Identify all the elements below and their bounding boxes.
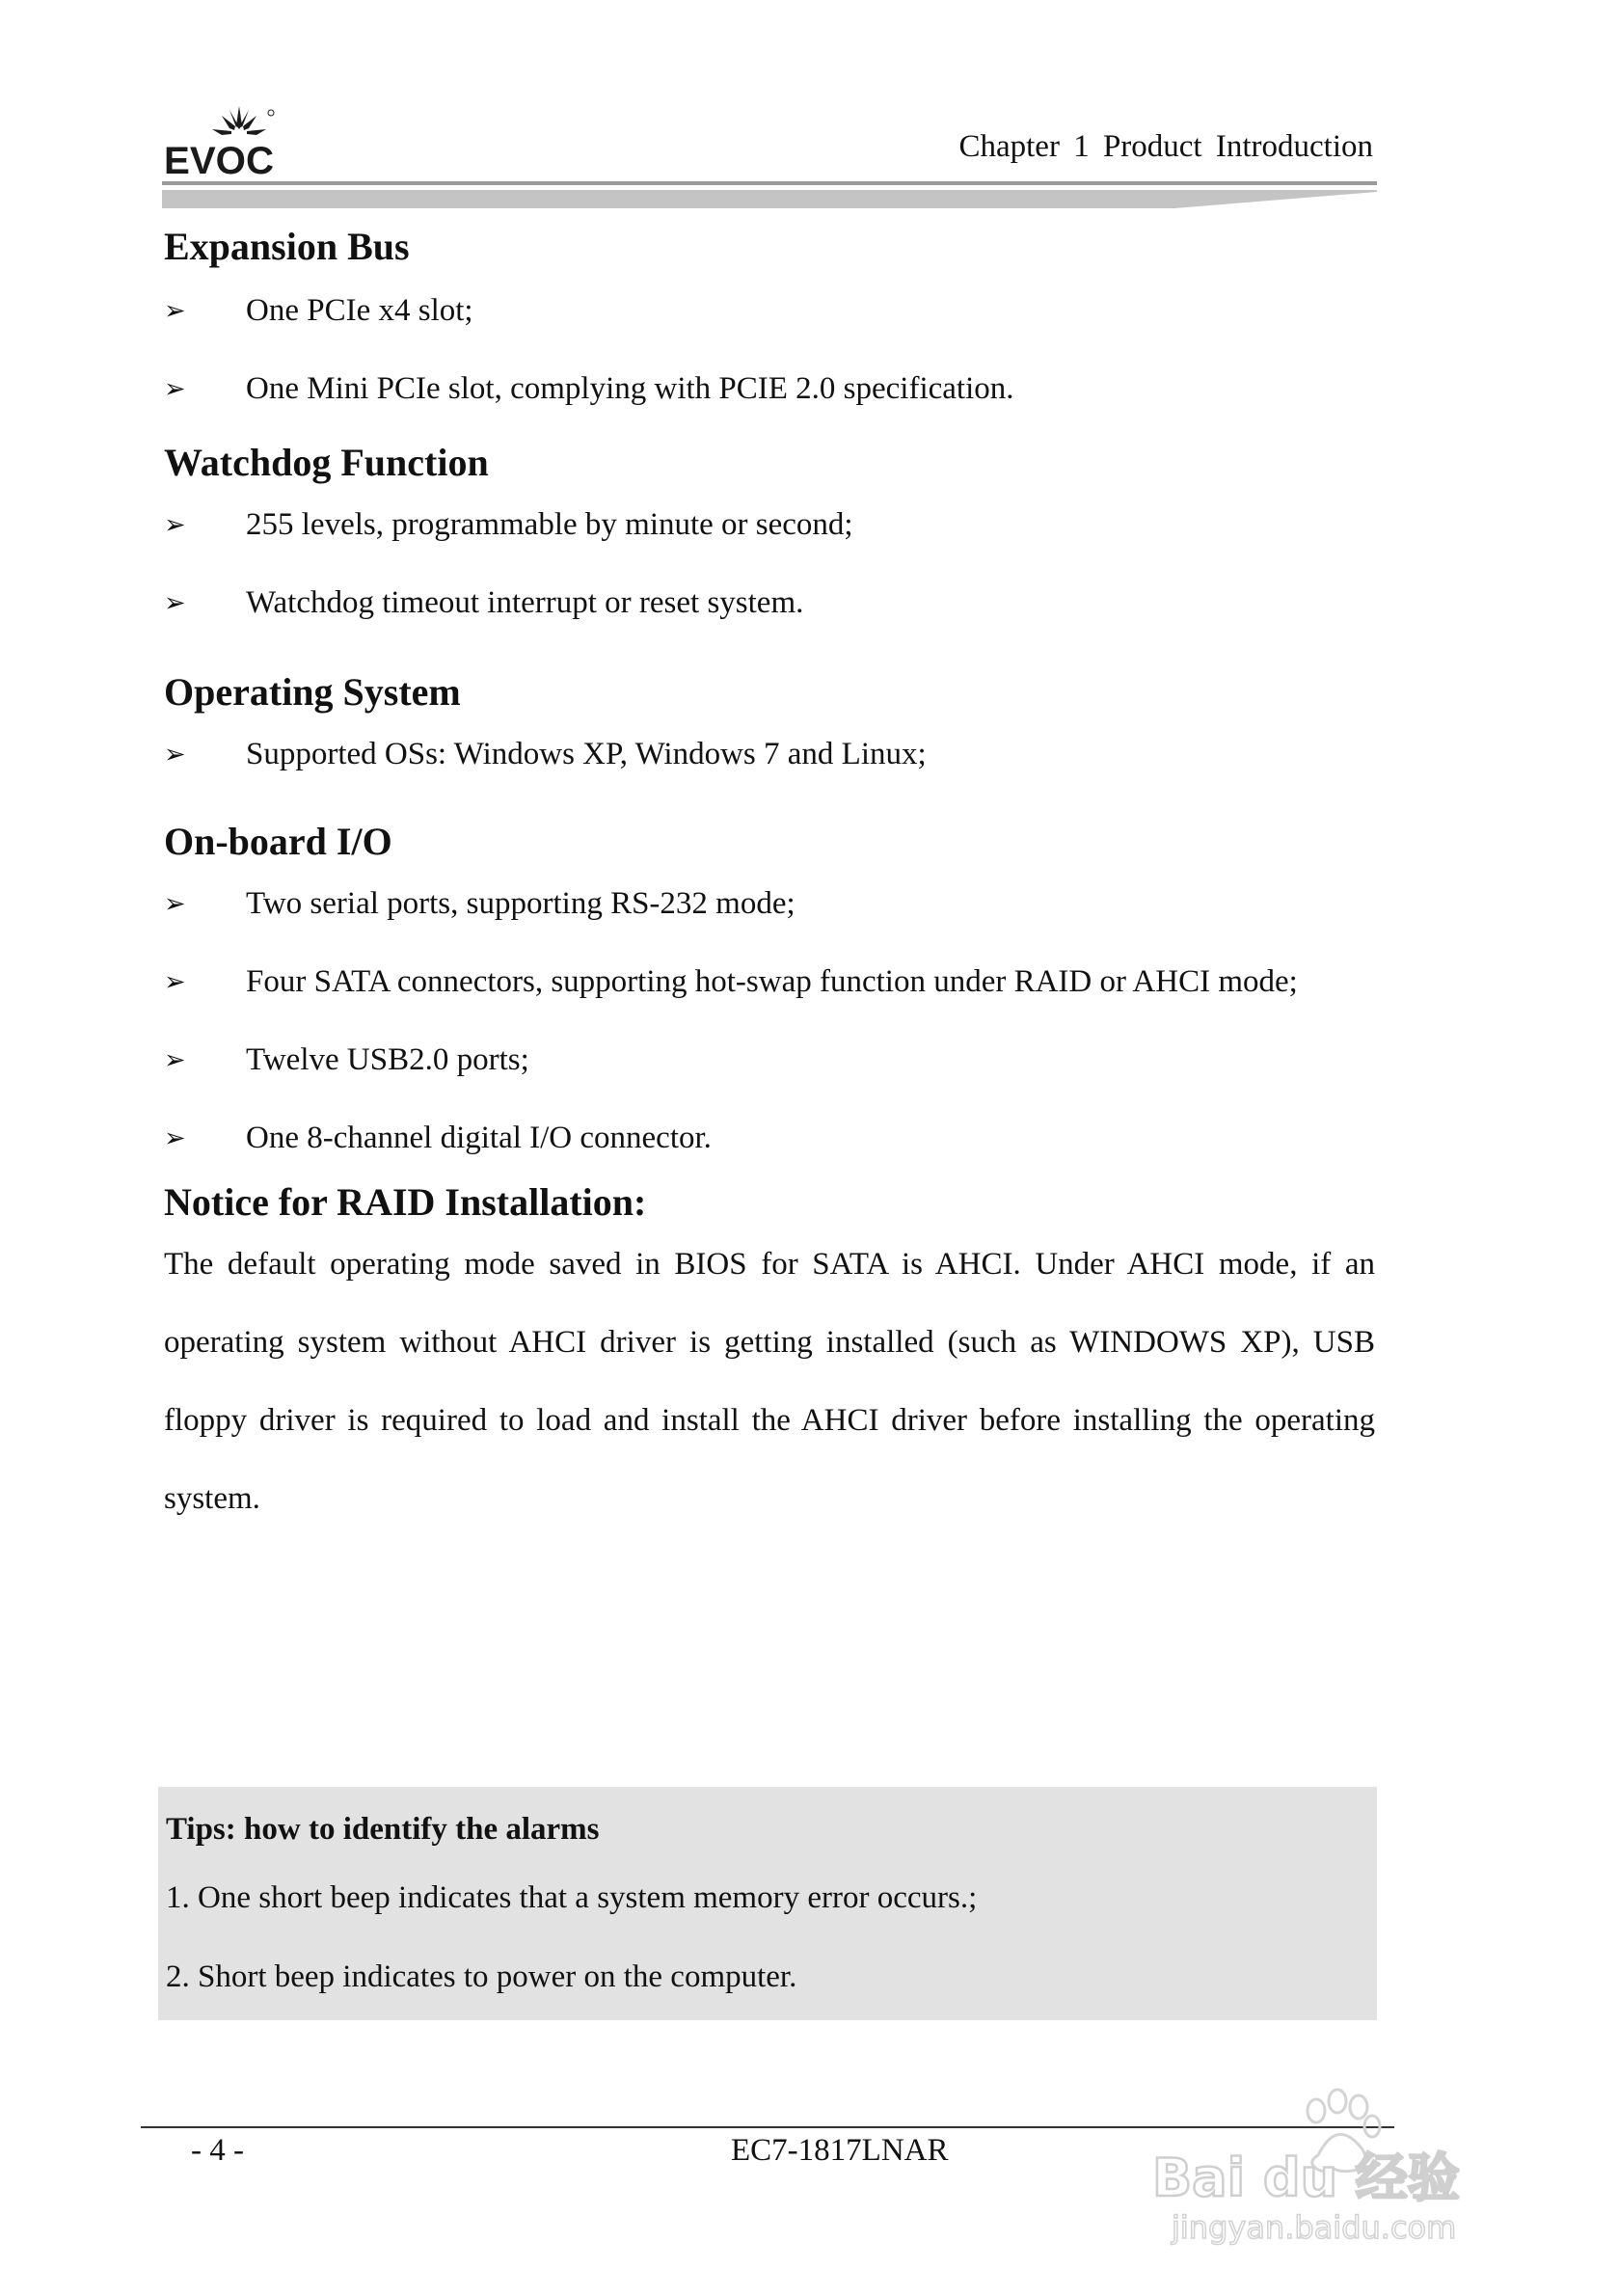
- arrow-bullet-icon: ➢: [164, 740, 186, 770]
- list-item-text: 255 levels, programmable by minute or second;: [246, 507, 853, 542]
- raid-notice-paragraph: The default operating mode saved in BIOS for SATA is AHCI. Under AHCI mode, if an operating system without AHCI driver is getting installed (such as WINDOWS XP), USB floppy driver is required to load and install the AHCI driver before installing the operating system.: [164, 1247, 1375, 1516]
- arrow-bullet-icon: ➢: [164, 374, 186, 404]
- tips-line: 1. One short beep indicates that a system memory error occurs.;: [166, 1880, 978, 1915]
- list-item: [164, 486, 1375, 564]
- list-item-text: Two serial ports, supporting RS-232 mode;: [246, 886, 796, 921]
- list-item-text: Watchdog timeout interrupt or reset system.: [246, 585, 804, 620]
- list-item-text: One PCIe x4 slot;: [246, 293, 473, 328]
- list-item: [164, 943, 1375, 1021]
- model-number: EC7-1817LNAR: [731, 2133, 949, 2168]
- list-item: [164, 716, 1375, 794]
- heading-onboard-io: On-board I/O: [164, 820, 392, 863]
- page-content: [164, 224, 1375, 1538]
- section-onboard-io: [164, 819, 1375, 1177]
- evoc-logo: [162, 96, 278, 181]
- tips-box: [158, 1787, 1377, 2020]
- page-number: - 4 -: [191, 2133, 244, 2168]
- list-item: [164, 1021, 1375, 1099]
- list-item-text: Supported OSs: Windows XP, Windows 7 and Linux;: [246, 737, 927, 771]
- list-item: [164, 1099, 1375, 1177]
- heading-expansion-bus: Expansion Bus: [164, 225, 410, 268]
- list-item: [164, 272, 1375, 350]
- section-raid-notice: [164, 1179, 1375, 1538]
- watermark-brand: Bai du 经验: [1152, 2147, 1460, 2208]
- tips-line: 2. Short beep indicates to power on the computer.: [166, 1959, 797, 1994]
- section-watchdog: [164, 440, 1375, 642]
- list-item: [164, 564, 1375, 642]
- list-item-text: Four SATA connectors, supporting hot-swap function under RAID or AHCI mode;: [246, 964, 1298, 999]
- heading-watchdog: Watchdog Function: [164, 441, 489, 484]
- logo-star-burst: [212, 106, 266, 135]
- arrow-bullet-icon: ➢: [164, 1123, 186, 1153]
- chapter-title: Chapter 1 Product Introduction: [958, 129, 1373, 164]
- list-item-text: Twelve USB2.0 ports;: [246, 1042, 529, 1077]
- list-item-text: One 8-channel digital I/O connector.: [246, 1121, 712, 1155]
- heading-operating-system: Operating System: [164, 670, 461, 714]
- list-item-text: One Mini PCIe slot, complying with PCIE 2.0 specification.: [246, 371, 1014, 406]
- arrow-bullet-icon: ➢: [164, 1045, 186, 1075]
- arrow-bullet-icon: ➢: [164, 296, 186, 326]
- section-operating-system: [164, 669, 1375, 794]
- arrow-bullet-icon: ➢: [164, 588, 186, 618]
- list-item: [164, 350, 1375, 428]
- logo-text: EVOC: [164, 140, 274, 181]
- header-rule: [162, 181, 1377, 210]
- arrow-bullet-icon: ➢: [164, 510, 186, 540]
- section-expansion-bus: [164, 224, 1375, 428]
- arrow-bullet-icon: ➢: [164, 889, 186, 919]
- heading-raid-notice: Notice for RAID Installation:: [164, 1180, 647, 1224]
- tips-title: Tips: how to identify the alarms: [166, 1812, 600, 1847]
- baidu-watermark: [1143, 2068, 1548, 2252]
- watermark-url: jingyan.baidu.com: [1172, 2209, 1457, 2246]
- list-item: [164, 865, 1375, 943]
- arrow-bullet-icon: ➢: [164, 967, 186, 997]
